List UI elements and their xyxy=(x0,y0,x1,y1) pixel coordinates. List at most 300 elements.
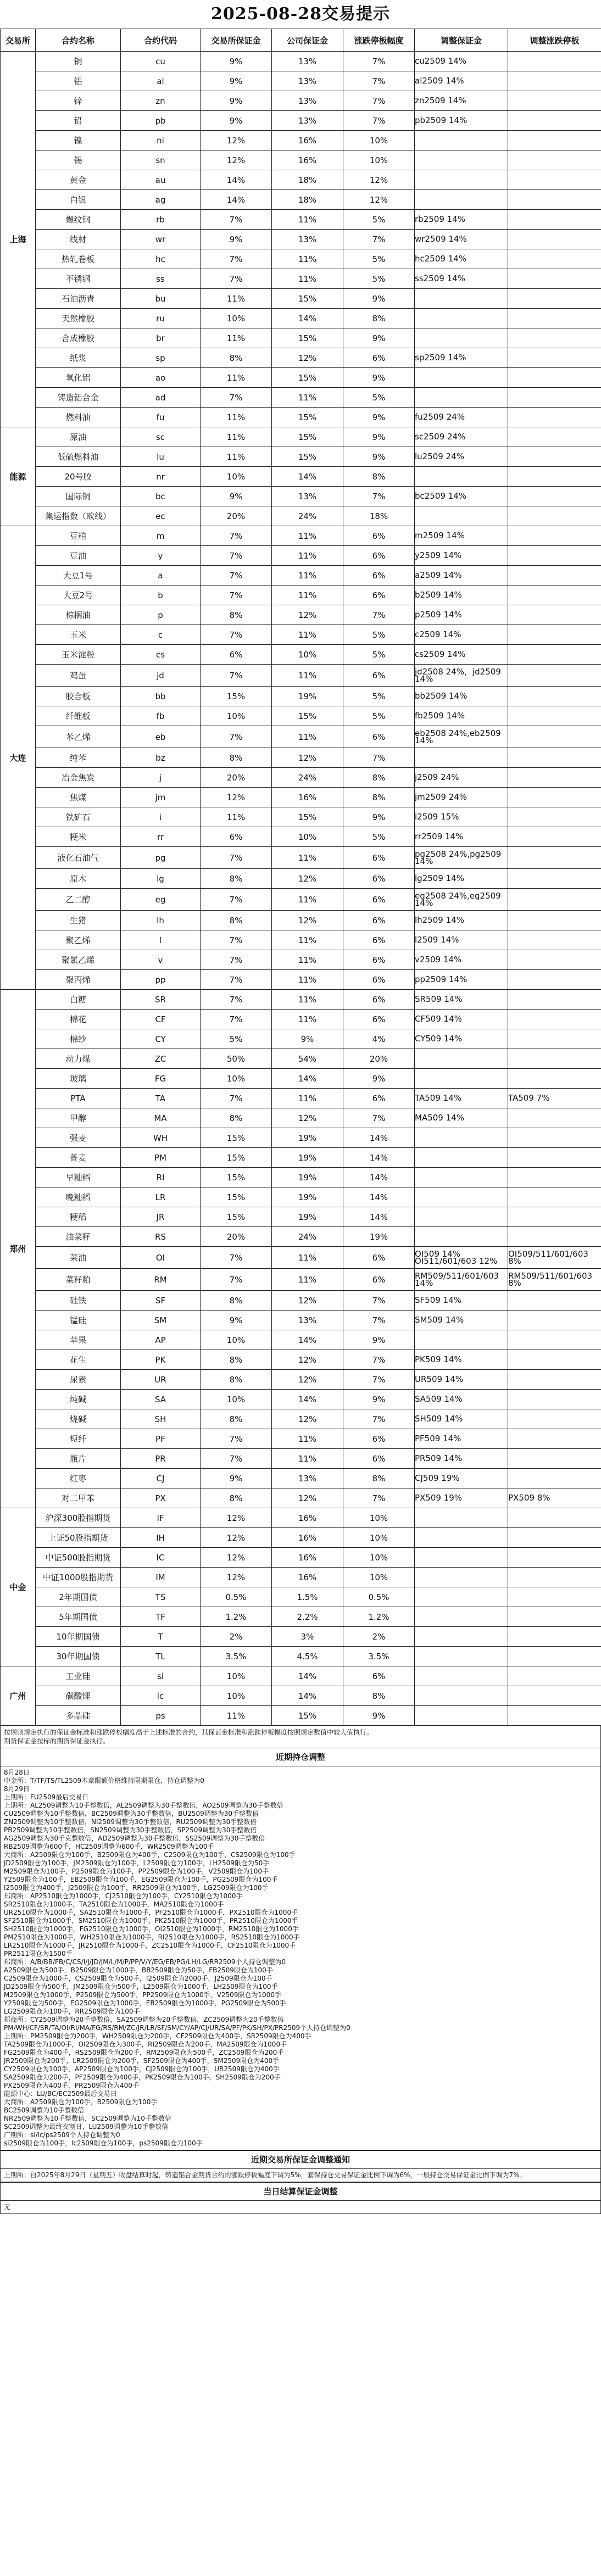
table-row xyxy=(1,911,601,930)
table-row xyxy=(1,131,601,150)
exchange-margin-cell: 7% xyxy=(201,970,272,990)
exchange-margin-cell: 7% xyxy=(201,1010,272,1029)
table-row xyxy=(1,566,601,586)
table-row xyxy=(1,990,601,1010)
adjusted-margin-cell: zn2509 14% xyxy=(415,91,508,111)
table-row xyxy=(1,249,601,269)
adjusted-margin-cell xyxy=(415,328,508,348)
adjusted-limit-cell xyxy=(508,309,601,328)
price-limit-cell: 6% xyxy=(343,1666,415,1686)
company-margin-cell: 13% xyxy=(272,71,343,91)
exchange-margin-cell: 12% xyxy=(201,1548,272,1568)
company-margin-cell: 14% xyxy=(272,1069,343,1089)
adjusted-margin-cell xyxy=(415,1568,508,1587)
price-limit-cell: 7% xyxy=(343,1350,415,1370)
table-row xyxy=(1,467,601,487)
table-row xyxy=(1,1227,601,1247)
contract-code-cell: jd xyxy=(121,665,201,687)
table-row xyxy=(1,1108,601,1128)
price-limit-cell: 9% xyxy=(343,328,415,348)
price-limit-cell: 3.5% xyxy=(343,1647,415,1666)
exchange-cell: 广州 xyxy=(1,1666,36,1726)
exchange-margin-cell: 8% xyxy=(201,348,272,368)
price-limit-cell: 2% xyxy=(343,1627,415,1647)
exchange-margin-cell: 12% xyxy=(201,1508,272,1528)
price-limit-cell: 6% xyxy=(343,911,415,930)
price-limit-cell: 20% xyxy=(343,1049,415,1069)
contract-code-cell: sn xyxy=(121,150,201,170)
contract-name-cell: 强麦 xyxy=(36,1128,121,1148)
table-row xyxy=(1,1311,601,1330)
contract-name-cell: 碳酸锂 xyxy=(36,1686,121,1706)
company-margin-cell: 11% xyxy=(272,586,343,605)
adjusted-margin-cell xyxy=(415,1207,508,1227)
price-limit-cell: 6% xyxy=(343,586,415,605)
price-limit-cell: 6% xyxy=(343,726,415,748)
price-limit-cell: 6% xyxy=(343,665,415,687)
exchange-margin-cell: 12% xyxy=(201,1528,272,1548)
price-limit-cell: 5% xyxy=(343,827,415,847)
contract-code-cell: SA xyxy=(121,1390,201,1409)
contract-code-cell: JR xyxy=(121,1207,201,1227)
price-limit-cell: 7% xyxy=(343,91,415,111)
adjusted-limit-cell xyxy=(508,970,601,990)
company-margin-cell: 11% xyxy=(272,625,343,645)
table-row xyxy=(1,706,601,726)
company-margin-cell: 13% xyxy=(272,1469,343,1488)
exchange-cell: 大连 xyxy=(1,526,36,990)
contract-name-cell: 动力煤 xyxy=(36,1049,121,1069)
adjusted-limit-cell xyxy=(508,190,601,210)
contract-code-cell: pg xyxy=(121,847,201,869)
adjusted-margin-cell xyxy=(415,309,508,328)
table-row xyxy=(1,1508,601,1528)
adjusted-limit-cell xyxy=(508,368,601,388)
company-margin-cell: 19% xyxy=(272,1128,343,1148)
price-limit-cell: 6% xyxy=(343,566,415,586)
contract-name-cell: 尿素 xyxy=(36,1370,121,1390)
contract-code-cell: ni xyxy=(121,131,201,150)
price-limit-cell: 8% xyxy=(343,309,415,328)
adjusted-margin-cell: a2509 14% xyxy=(415,566,508,586)
table-row xyxy=(1,1069,601,1089)
adjusted-margin-cell xyxy=(415,1706,508,1726)
exchange-margin-cell: 6% xyxy=(201,645,272,665)
adjusted-limit-cell xyxy=(508,546,601,566)
adjusted-margin-cell: bc2509 14% xyxy=(415,487,508,506)
header-adjusted-limit: 调整涨跌停板 xyxy=(508,29,601,52)
contract-name-cell: 原木 xyxy=(36,869,121,889)
price-limit-cell: 6% xyxy=(343,847,415,869)
contract-name-cell: 纯苯 xyxy=(36,748,121,768)
contract-name-cell: 石油沥青 xyxy=(36,289,121,309)
table-row xyxy=(1,768,601,788)
adjusted-limit-cell xyxy=(508,889,601,911)
table-row xyxy=(1,368,601,388)
adjusted-margin-cell xyxy=(415,1508,508,1528)
adjusted-margin-cell xyxy=(415,1227,508,1247)
company-margin-cell: 13% xyxy=(272,230,343,249)
exchange-margin-cell: 14% xyxy=(201,170,272,190)
exchange-margin-cell: 7% xyxy=(201,249,272,269)
table-row xyxy=(1,1029,601,1049)
exchange-margin-cell: 7% xyxy=(201,269,272,289)
adjusted-limit-cell xyxy=(508,1227,601,1247)
contract-name-cell: 螺纹钢 xyxy=(36,210,121,230)
company-margin-cell: 12% xyxy=(272,1350,343,1370)
contract-name-cell: 铁矿石 xyxy=(36,807,121,827)
exchange-margin-cell: 7% xyxy=(201,1089,272,1108)
table-row xyxy=(1,447,601,467)
contract-code-cell: l xyxy=(121,930,201,950)
exchange-margin-cell: 9% xyxy=(201,52,272,71)
contract-code-cell: AP xyxy=(121,1330,201,1350)
price-limit-cell: 8% xyxy=(343,788,415,807)
adjusted-limit-cell xyxy=(508,1706,601,1726)
footnote: 按规则规定执行的保证金标准和涨跌停板幅度高于上述标准的合约，其保证金标准和涨跌停板幅度按照规定数值中较大值执行。 期货保证金按标的期货保证金执行。 xyxy=(0,1726,601,1748)
contract-name-cell: PTA xyxy=(36,1089,121,1108)
price-limit-cell: 7% xyxy=(343,52,415,71)
adjusted-limit-cell xyxy=(508,645,601,665)
contract-name-cell: 液化石油气 xyxy=(36,847,121,869)
adjusted-limit-cell xyxy=(508,1108,601,1128)
exchange-margin-cell: 10% xyxy=(201,1330,272,1350)
adjusted-limit-cell xyxy=(508,447,601,467)
contract-name-cell: 原油 xyxy=(36,427,121,447)
company-margin-cell: 12% xyxy=(272,1291,343,1311)
exchange-margin-cell: 7% xyxy=(201,1449,272,1469)
adjusted-limit-cell xyxy=(508,289,601,309)
adjusted-limit-cell xyxy=(508,150,601,170)
contract-code-cell: TF xyxy=(121,1607,201,1627)
company-margin-cell: 15% xyxy=(272,706,343,726)
contract-code-cell: PR xyxy=(121,1449,201,1469)
header-exchange: 交易所 xyxy=(1,29,36,52)
adjusted-limit-cell xyxy=(508,1390,601,1409)
adjusted-margin-cell: fb2509 14% xyxy=(415,706,508,726)
adjusted-margin-cell: eb2508 24%,eb2509 14% xyxy=(415,726,508,748)
contract-code-cell: bu xyxy=(121,289,201,309)
table-row xyxy=(1,1390,601,1409)
exchange-margin-cell: 20% xyxy=(201,506,272,526)
contract-code-cell: c xyxy=(121,625,201,645)
table-row xyxy=(1,230,601,249)
contract-name-cell: 中证1000股指期货 xyxy=(36,1568,121,1587)
adjusted-limit-cell xyxy=(508,807,601,827)
contract-name-cell: 20号胶 xyxy=(36,467,121,487)
company-margin-cell: 14% xyxy=(272,467,343,487)
contract-code-cell: y xyxy=(121,546,201,566)
price-limit-cell: 14% xyxy=(343,1128,415,1148)
contract-code-cell: al xyxy=(121,71,201,91)
company-margin-cell: 11% xyxy=(272,566,343,586)
price-limit-cell: 6% xyxy=(343,950,415,970)
exchange-margin-cell: 8% xyxy=(201,869,272,889)
price-limit-cell: 8% xyxy=(343,1686,415,1706)
contract-name-cell: 烧碱 xyxy=(36,1409,121,1429)
price-limit-cell: 12% xyxy=(343,190,415,210)
contract-code-cell: eg xyxy=(121,889,201,911)
adjusted-limit-cell xyxy=(508,1049,601,1069)
company-margin-cell: 3% xyxy=(272,1627,343,1647)
adjusted-margin-cell xyxy=(415,1187,508,1207)
company-margin-cell: 11% xyxy=(272,269,343,289)
adjusted-margin-cell xyxy=(415,150,508,170)
adjusted-margin-cell xyxy=(415,289,508,309)
contract-name-cell: 线材 xyxy=(36,230,121,249)
price-limit-cell: 9% xyxy=(343,1706,415,1726)
contract-name-cell: 聚丙烯 xyxy=(36,970,121,990)
table-row xyxy=(1,328,601,348)
adjusted-limit-cell xyxy=(508,1686,601,1706)
exchange-margin-cell: 10% xyxy=(201,309,272,328)
price-limit-cell: 10% xyxy=(343,150,415,170)
adjusted-margin-cell: lg2509 14% xyxy=(415,869,508,889)
adjusted-margin-cell: SH509 14% xyxy=(415,1409,508,1429)
table-row xyxy=(1,788,601,807)
exchange-margin-cell: 7% xyxy=(201,990,272,1010)
adjusted-limit-cell xyxy=(508,930,601,950)
adjusted-limit-cell xyxy=(508,111,601,131)
price-limit-cell: 6% xyxy=(343,348,415,368)
contract-name-cell: 2年期国债 xyxy=(36,1587,121,1607)
company-margin-cell: 14% xyxy=(272,1686,343,1706)
contract-name-cell: 黄金 xyxy=(36,170,121,190)
adjusted-limit-cell xyxy=(508,388,601,408)
contract-code-cell: T xyxy=(121,1627,201,1647)
adjusted-limit-cell: RM509/511/601/603 8% xyxy=(508,1269,601,1291)
price-limit-cell: 6% xyxy=(343,990,415,1010)
company-margin-cell: 12% xyxy=(272,1370,343,1390)
company-margin-cell: 9% xyxy=(272,1029,343,1049)
adjusted-margin-cell: fu2509 24% xyxy=(415,408,508,427)
exchange-margin-cell: 9% xyxy=(201,487,272,506)
exchange-margin-cell: 10% xyxy=(201,706,272,726)
adjusted-margin-cell: j2509 24% xyxy=(415,768,508,788)
price-limit-cell: 9% xyxy=(343,368,415,388)
adjusted-limit-cell xyxy=(508,1330,601,1350)
contract-name-cell: 锌 xyxy=(36,91,121,111)
company-margin-cell: 24% xyxy=(272,1227,343,1247)
company-margin-cell: 11% xyxy=(272,950,343,970)
adjusted-margin-cell: cu2509 14% xyxy=(415,52,508,71)
exchange-margin-cell: 1.2% xyxy=(201,1607,272,1627)
contract-name-cell: 工业硅 xyxy=(36,1666,121,1686)
table-row xyxy=(1,526,601,546)
adjusted-limit-cell xyxy=(508,625,601,645)
price-limit-cell: 14% xyxy=(343,1168,415,1187)
company-margin-cell: 13% xyxy=(272,111,343,131)
company-margin-cell: 11% xyxy=(272,1247,343,1269)
company-margin-cell: 16% xyxy=(272,1548,343,1568)
table-row xyxy=(1,1666,601,1686)
adjusted-limit-cell xyxy=(508,71,601,91)
exchange-margin-cell: 12% xyxy=(201,131,272,150)
contract-code-cell: a xyxy=(121,566,201,586)
price-limit-cell: 9% xyxy=(343,447,415,467)
adjusted-margin-cell: i2509 15% xyxy=(415,807,508,827)
exchange-margin-cell: 7% xyxy=(201,1269,272,1291)
contract-code-cell: bc xyxy=(121,487,201,506)
company-margin-cell: 11% xyxy=(272,665,343,687)
contract-code-cell: SR xyxy=(121,990,201,1010)
contract-code-cell: sc xyxy=(121,427,201,447)
header-exchange-margin: 交易所保证金 xyxy=(201,29,272,52)
contract-name-cell: 铜 xyxy=(36,52,121,71)
contract-code-cell: TA xyxy=(121,1089,201,1108)
price-limit-cell: 7% xyxy=(343,71,415,91)
adjusted-margin-cell: pp2509 14% xyxy=(415,970,508,990)
price-limit-cell: 9% xyxy=(343,408,415,427)
contract-code-cell: SF xyxy=(121,1291,201,1311)
adjusted-margin-cell xyxy=(415,131,508,150)
company-margin-cell: 11% xyxy=(272,1429,343,1449)
contract-code-cell: PK xyxy=(121,1350,201,1370)
company-margin-cell: 1.5% xyxy=(272,1587,343,1607)
company-margin-cell: 16% xyxy=(272,150,343,170)
contract-code-cell: ad xyxy=(121,388,201,408)
contract-name-cell: 玉米淀粉 xyxy=(36,645,121,665)
table-row xyxy=(1,289,601,309)
contract-name-cell: 短纤 xyxy=(36,1429,121,1449)
contract-code-cell: pb xyxy=(121,111,201,131)
table-row xyxy=(1,847,601,869)
contract-code-cell: bz xyxy=(121,748,201,768)
company-margin-cell: 11% xyxy=(272,546,343,566)
company-margin-cell: 4.5% xyxy=(272,1647,343,1666)
contract-code-cell: eb xyxy=(121,726,201,748)
adjusted-margin-cell xyxy=(415,1069,508,1089)
notice-section xyxy=(0,2182,601,2214)
contract-code-cell: CY xyxy=(121,1029,201,1049)
table-row xyxy=(1,1568,601,1587)
adjusted-limit-cell xyxy=(508,1291,601,1311)
page-title: 2025-08-28交易提示 xyxy=(211,4,390,24)
exchange-cell: 上海 xyxy=(1,52,36,427)
contract-name-cell: 瓶片 xyxy=(36,1449,121,1469)
price-limit-cell: 10% xyxy=(343,131,415,150)
section-body: 上期所：自2025年8月29日（星期五）收盘结算时起，铸造铝合金期货合约的涨跌停板幅度下调为5%，套保持仓交易保证金比例下调为6%，一般持仓交易保证金比例下调为7%。 xyxy=(4,2171,526,2179)
adjusted-limit-cell xyxy=(508,1449,601,1469)
adjusted-limit-cell xyxy=(508,1528,601,1548)
contract-code-cell: SM xyxy=(121,1311,201,1330)
table-row xyxy=(1,190,601,210)
adjusted-margin-cell: m2509 14% xyxy=(415,526,508,546)
adjusted-margin-cell: lh2509 14% xyxy=(415,911,508,930)
exchange-margin-cell: 11% xyxy=(201,427,272,447)
adjusted-margin-cell: SR509 14% xyxy=(415,990,508,1010)
contract-name-cell: 合成橡胶 xyxy=(36,328,121,348)
contract-code-cell: bb xyxy=(121,687,201,706)
exchange-margin-cell: 8% xyxy=(201,1370,272,1390)
price-limit-cell: 9% xyxy=(343,807,415,827)
company-margin-cell: 11% xyxy=(272,889,343,911)
contract-name-cell: 冶金焦炭 xyxy=(36,768,121,788)
exchange-margin-cell: 8% xyxy=(201,605,272,625)
adjusted-limit-cell xyxy=(508,91,601,111)
adjusted-limit-cell xyxy=(508,52,601,71)
adjusted-margin-cell: pg2508 24%,pg2509 14% xyxy=(415,847,508,869)
table-row xyxy=(1,605,601,625)
company-margin-cell: 15% xyxy=(272,289,343,309)
price-limit-cell: 7% xyxy=(343,605,415,625)
adjusted-margin-cell: PF509 14% xyxy=(415,1429,508,1449)
contract-code-cell: SH xyxy=(121,1409,201,1429)
contract-code-cell: CF xyxy=(121,1010,201,1029)
price-limit-cell: 5% xyxy=(343,625,415,645)
price-limit-cell: 0.5% xyxy=(343,1587,415,1607)
company-margin-cell: 18% xyxy=(272,170,343,190)
price-limit-cell: 10% xyxy=(343,1548,415,1568)
contract-name-cell: 纤维板 xyxy=(36,706,121,726)
contract-name-cell: 焦煤 xyxy=(36,788,121,807)
price-limit-cell: 6% xyxy=(343,1010,415,1029)
table-row xyxy=(1,111,601,131)
table-row xyxy=(1,827,601,847)
adjusted-margin-cell: ss2509 14% xyxy=(415,269,508,289)
exchange-margin-cell: 11% xyxy=(201,1706,272,1726)
price-limit-cell: 7% xyxy=(343,1291,415,1311)
contract-name-cell: 集运指数（欧线） xyxy=(36,506,121,526)
company-margin-cell: 16% xyxy=(272,1528,343,1548)
adjusted-limit-cell xyxy=(508,1607,601,1627)
adjusted-margin-cell: SM509 14% xyxy=(415,1311,508,1330)
table-row xyxy=(1,1207,601,1227)
price-limit-cell: 9% xyxy=(343,1390,415,1409)
contract-name-cell: 聚氯乙烯 xyxy=(36,950,121,970)
adjusted-limit-cell xyxy=(508,1568,601,1587)
company-margin-cell: 11% xyxy=(272,726,343,748)
contract-code-cell: fu xyxy=(121,408,201,427)
price-limit-cell: 14% xyxy=(343,1187,415,1207)
exchange-margin-cell: 7% xyxy=(201,388,272,408)
adjusted-margin-cell xyxy=(415,1587,508,1607)
adjusted-limit-cell xyxy=(508,131,601,150)
adjusted-margin-cell: cs2509 14% xyxy=(415,645,508,665)
table-row xyxy=(1,748,601,768)
margin-table xyxy=(0,29,601,1726)
adjusted-margin-cell: p2509 14% xyxy=(415,605,508,625)
adjusted-limit-cell xyxy=(508,1370,601,1390)
contract-code-cell: ec xyxy=(121,506,201,526)
company-margin-cell: 15% xyxy=(272,427,343,447)
contract-name-cell: 国际铜 xyxy=(36,487,121,506)
adjusted-margin-cell xyxy=(415,368,508,388)
table-row xyxy=(1,1089,601,1108)
company-margin-cell: 14% xyxy=(272,1330,343,1350)
contract-code-cell: MA xyxy=(121,1108,201,1128)
adjusted-limit-cell xyxy=(508,1128,601,1148)
table-row xyxy=(1,1330,601,1350)
adjusted-limit-cell xyxy=(508,726,601,748)
table-row xyxy=(1,1627,601,1647)
company-margin-cell: 15% xyxy=(272,447,343,467)
adjusted-margin-cell: c2509 14% xyxy=(415,625,508,645)
company-margin-cell: 13% xyxy=(272,91,343,111)
adjusted-limit-cell xyxy=(508,950,601,970)
company-margin-cell: 15% xyxy=(272,408,343,427)
adjusted-limit-cell xyxy=(508,1207,601,1227)
adjusted-margin-cell xyxy=(415,1128,508,1148)
price-limit-cell: 5% xyxy=(343,706,415,726)
price-limit-cell: 7% xyxy=(343,1409,415,1429)
adjusted-limit-cell xyxy=(508,869,601,889)
contract-code-cell: PM xyxy=(121,1148,201,1168)
exchange-margin-cell: 15% xyxy=(201,1148,272,1168)
adjusted-limit-cell: PX509 8% xyxy=(508,1488,601,1508)
table-row xyxy=(1,1269,601,1291)
exchange-margin-cell: 7% xyxy=(201,950,272,970)
